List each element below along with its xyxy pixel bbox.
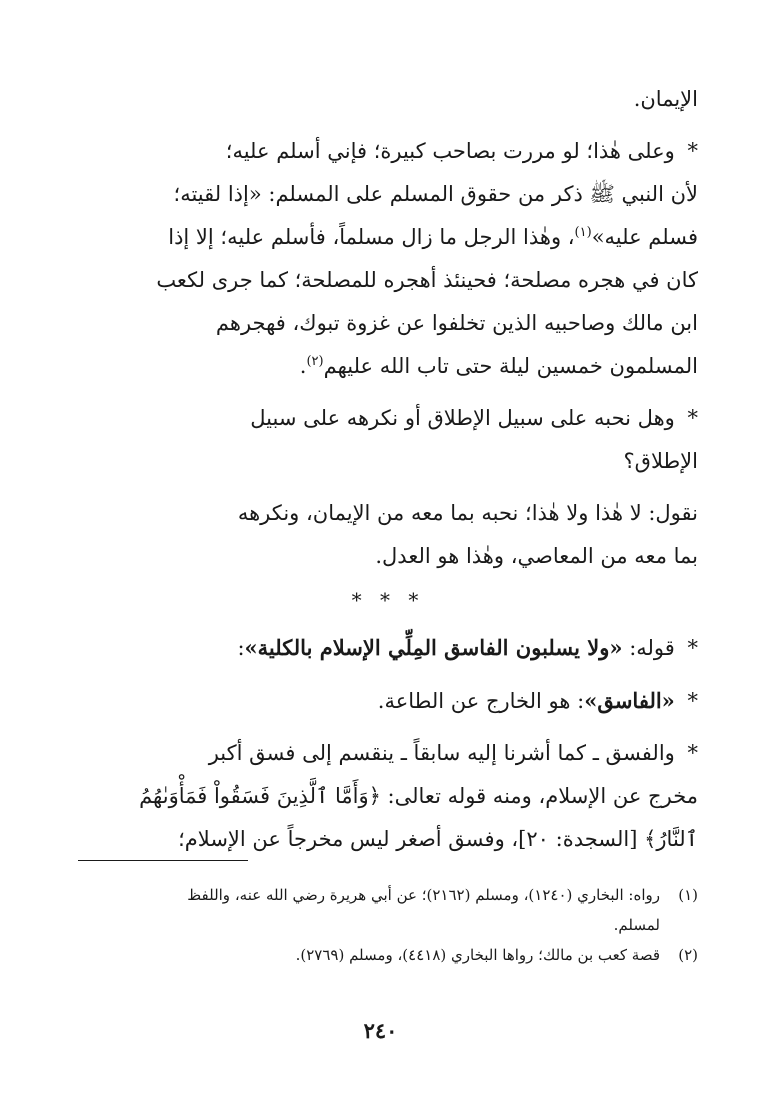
paragraph-fasiq-definition xyxy=(78,679,698,723)
text-segment: وعلى هٰذا؛ لو مررت بصاحب كبيرة؛ فإني أسلم عليه؛ xyxy=(225,139,675,163)
text-line: لمسلم. xyxy=(613,916,660,934)
star-marker: * xyxy=(687,741,698,765)
text-line: لأن النبي ﷺ ذكر من حقوق المسلم على المسلم: «إذا لقيته؛ xyxy=(173,182,698,206)
footnote-number: (١) xyxy=(678,886,698,904)
text-segment: ، وهٰذا الرجل ما زال مسلماً، فأسلم عليه؛ إلا إذا xyxy=(168,225,575,249)
paragraph-greeting-sinner xyxy=(78,130,698,388)
text-line xyxy=(78,130,698,173)
text-segment: والفسق ـ كما أشرنا إليه سابقاً ـ ينقسم إلى فسق أكبر xyxy=(208,741,675,765)
text-line xyxy=(78,679,698,723)
text-segment: . xyxy=(299,354,307,378)
paragraph-answer xyxy=(78,492,698,578)
text-line: نقول: لا هٰذا ولا هٰذا؛ نحبه بما معه من الإيمان، ونكرهه xyxy=(237,501,698,525)
footnote-2 xyxy=(78,940,698,970)
text-segment: فسلم عليه» xyxy=(591,225,698,249)
footnote-text xyxy=(78,880,660,940)
paragraph-love-question xyxy=(78,397,698,483)
text-line: ٱلنَّارُ﴾ [السجدة: ٢٠]، وفسق أصغر ليس مخرجاً عن الإسلام؛ xyxy=(178,827,698,851)
text-line xyxy=(78,345,698,388)
text-segment: : xyxy=(237,636,245,660)
footnote-ref-2[interactable]: (٢) xyxy=(306,354,324,369)
text-line: الإيمان. xyxy=(633,87,698,111)
footnote-divider xyxy=(78,860,248,861)
text-line: مخرج عن الإسلام، ومنه قوله تعالى: ﴿وَأَمَّا ٱلَّذِينَ فَسَقُواْ فَمَأْوَىٰهُمُ xyxy=(139,784,698,808)
text-line: ابن مالك وصاحبيه الذين تخلفوا عن غزوة تبوك، فهجرهم xyxy=(215,311,698,335)
footnote-ref-1[interactable]: (١) xyxy=(574,225,592,240)
text-segment: قوله: xyxy=(629,636,675,660)
star-marker: * xyxy=(687,139,698,163)
text-segment: وهل نحبه على سبيل الإطلاق أو نكرهه على سبيل xyxy=(250,406,675,430)
page-number: ٢٤٠ xyxy=(363,1018,398,1043)
text-segment: : هو الخارج عن الطاعة. xyxy=(377,689,585,713)
text-line xyxy=(78,216,698,259)
text-line: رواه: البخاري (١٢٤٠)، ومسلم (٢١٦٢)؛ عن أبي هريرة رضي الله عنه، واللفظ xyxy=(187,886,660,904)
page-body xyxy=(78,78,698,870)
star-marker: * xyxy=(687,406,698,430)
paragraph-fisq-types xyxy=(78,732,698,861)
footnote-text xyxy=(78,940,660,970)
text-line xyxy=(78,397,698,440)
footnote-1 xyxy=(78,880,698,940)
text-line: قصة كعب بن مالك؛ رواها البخاري (٤٤١٨)، ومسلم (٢٧٦٩). xyxy=(295,946,660,964)
star-marker: * xyxy=(687,636,698,660)
paragraph-quote-heading xyxy=(78,626,698,670)
text-line: كان في هجره مصلحة؛ فحينئذ أهجره للمصلحة؛ كما جرى لكعب xyxy=(156,268,698,292)
defined-term: «الفاسق» xyxy=(584,688,675,713)
footnotes-section xyxy=(78,880,698,970)
paragraph-continuation xyxy=(78,78,698,121)
star-marker: * xyxy=(687,689,698,713)
text-segment: المسلمون خمسين ليلة حتى تاب الله عليهم xyxy=(323,354,698,378)
section-separator: * * * xyxy=(351,588,425,612)
text-line: الإطلاق؟ xyxy=(623,449,698,473)
footnote-number: (٢) xyxy=(678,946,698,964)
text-line xyxy=(78,626,698,670)
quoted-text: «ولا يسلبون الفاسق المِلِّي الإسلام بالكلية» xyxy=(244,635,623,660)
text-line: بما معه من المعاصي، وهٰذا هو العدل. xyxy=(375,544,698,568)
text-line xyxy=(78,732,698,775)
